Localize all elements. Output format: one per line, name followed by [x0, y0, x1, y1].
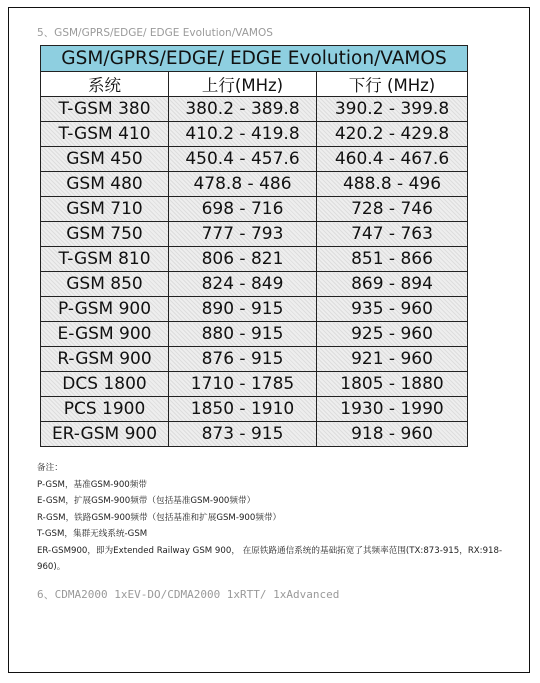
table-row [41, 222, 468, 247]
downlink-cell: 925 - 960 [317, 322, 468, 347]
downlink-cell: 728 - 746 [317, 197, 468, 222]
table-row [41, 172, 468, 197]
note-line: R-GSM，铁路GSM-900频带（包括基准和扩展GSM-900频带） [37, 512, 282, 523]
uplink-cell: 873 - 915 [169, 422, 317, 447]
section-5-heading: 5、GSM/GPRS/EDGE/ EDGE Evolution/VAMOS [37, 27, 273, 39]
downlink-cell: 747 - 763 [317, 222, 468, 247]
system-cell: DCS 1800 [41, 372, 169, 397]
uplink-cell: 880 - 915 [169, 322, 317, 347]
downlink-cell: 921 - 960 [317, 347, 468, 372]
table-row [41, 322, 468, 347]
downlink-cell: 1805 - 1880 [317, 372, 468, 397]
downlink-cell: 390.2 - 399.8 [317, 97, 468, 122]
system-cell: ER-GSM 900 [41, 422, 169, 447]
notes-block [37, 460, 507, 576]
uplink-cell: 824 - 849 [169, 272, 317, 297]
table-row [41, 422, 468, 447]
uplink-cell: 777 - 793 [169, 222, 317, 247]
table-body [41, 97, 468, 447]
uplink-cell: 806 - 821 [169, 247, 317, 272]
downlink-cell: 460.4 - 467.6 [317, 147, 468, 172]
section-6-heading: 6、CDMA2000 1xEV-DO/CDMA2000 1xRTT/ 1xAdvanced [37, 588, 340, 601]
column-header-downlink: 下行 (MHz) [317, 72, 468, 97]
table-row [41, 197, 468, 222]
notes-label: 备注： [37, 463, 63, 473]
table-row [41, 97, 468, 122]
system-cell: T-GSM 810 [41, 247, 169, 272]
system-cell: T-GSM 380 [41, 97, 169, 122]
downlink-cell: 851 - 866 [317, 247, 468, 272]
table-row [41, 397, 468, 422]
note-line: E-GSM，扩展GSM-900频带（包括基准GSM-900频带） [37, 496, 256, 506]
uplink-cell: 380.2 - 389.8 [169, 97, 317, 122]
table-row [41, 122, 468, 147]
system-cell: P-GSM 900 [41, 297, 169, 322]
uplink-cell: 876 - 915 [169, 347, 317, 372]
system-cell: GSM 710 [41, 197, 169, 222]
note-line: ER-GSM900，即为Extended Railway GSM 900， 在原铁路通信系统的基础拓宽了其频率范围(TX:873-915，RX:918-960)。 [37, 545, 503, 572]
downlink-cell: 488.8 - 496 [317, 172, 468, 197]
uplink-cell: 698 - 716 [169, 197, 317, 222]
downlink-cell: 935 - 960 [317, 297, 468, 322]
table-row [41, 147, 468, 172]
uplink-cell: 1710 - 1785 [169, 372, 317, 397]
uplink-cell: 1850 - 1910 [169, 397, 317, 422]
downlink-cell: 869 - 894 [317, 272, 468, 297]
system-cell: PCS 1900 [41, 397, 169, 422]
uplink-cell: 410.2 - 419.8 [169, 122, 317, 147]
column-header-system: 系统 [41, 72, 169, 97]
downlink-cell: 1930 - 1990 [317, 397, 468, 422]
table-row [41, 272, 468, 297]
system-cell: GSM 750 [41, 222, 169, 247]
uplink-cell: 478.8 - 486 [169, 172, 317, 197]
note-line: P-GSM，基准GSM-900频带 [37, 479, 147, 490]
system-cell: GSM 480 [41, 172, 169, 197]
downlink-cell: 918 - 960 [317, 422, 468, 447]
table-row [41, 372, 468, 397]
uplink-cell: 450.4 - 457.6 [169, 147, 317, 172]
column-header-uplink: 上行(MHz) [169, 72, 317, 97]
downlink-cell: 420.2 - 429.8 [317, 122, 468, 147]
system-cell: T-GSM 410 [41, 122, 169, 147]
uplink-cell: 890 - 915 [169, 297, 317, 322]
note-line: T-GSM，集群无线系统-GSM [37, 529, 148, 539]
system-cell: R-GSM 900 [41, 347, 169, 372]
system-cell: E-GSM 900 [41, 322, 169, 347]
table-title: GSM/GPRS/EDGE/ EDGE Evolution/VAMOS [41, 46, 468, 72]
table-row [41, 347, 468, 372]
table-row [41, 247, 468, 272]
system-cell: GSM 850 [41, 272, 169, 297]
frequency-band-table [40, 45, 468, 447]
system-cell: GSM 450 [41, 147, 169, 172]
table-row [41, 297, 468, 322]
